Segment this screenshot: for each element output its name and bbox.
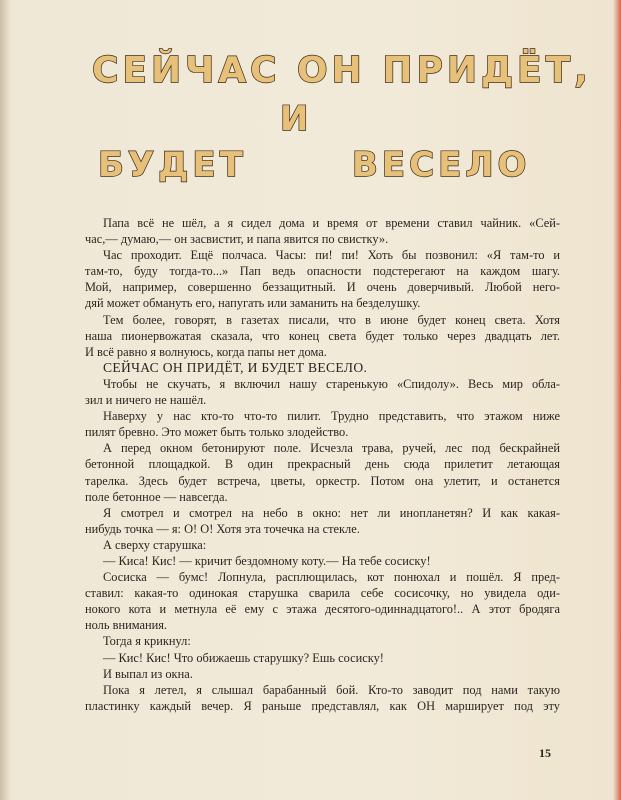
text-line: бетонной площадкой. В один прекрасный день сюда прилетит летающая: [85, 457, 560, 472]
text-line: — Кис! Кис! Что обижаешь старушку? Ешь сосиску!: [103, 650, 384, 665]
text-line: нокого кота и метнула её ему с этажа десятого-одиннадцатого!.. А этот бродяга: [85, 602, 560, 617]
text-line: А сверху старушка:: [103, 537, 207, 552]
text-line: зил и ничего не нашёл.: [85, 393, 207, 408]
text-line: ставил: какая-то одинокая старушка сварила себе сосисочку, но увидела оди-: [85, 586, 560, 601]
text-line: поле бетонное — навсегда.: [85, 489, 228, 504]
text-line: Я смотрел и смотрел на небо в окно: нет ли инопланетян? И как какая-: [103, 505, 560, 520]
text-line: Чтобы не скучать, я включил нашу старенькую «Спидолу». Весь мир обла-: [103, 376, 560, 391]
chapter-title: [0, 38, 621, 198]
text-line: час,— думаю,— он засвистит, и папа явится по свистку».: [85, 232, 389, 247]
page-number: 15: [539, 746, 551, 760]
text-line: Папа всё не шёл, а я сидел дома и время от времени ставил чайник. «Сей-: [103, 216, 560, 230]
text-line: И всё равно я волнуюсь, когда папы нет дома.: [85, 344, 327, 359]
text-line: пластинку каждый вечер. Я раньше представлял, как ОН марширует под эту: [85, 698, 560, 713]
body-text: [85, 215, 560, 714]
title-line-2: И: [280, 99, 313, 139]
text-line: Тогда я крикнул:: [103, 634, 191, 649]
text-line: Мой, например, совершенно беззащитный. И очень доверчивый. Любой него-: [85, 280, 560, 295]
text-line: Тем более, говорят, в газетах писали, что в июне будет конец света. Хотя: [103, 312, 560, 327]
text-line: Наверху у нас кто-то что-то пилит. Трудно представить, что этажом ниже: [103, 409, 560, 424]
title-line-1: СЕЙЧАС ОН ПРИДЁТ,: [92, 50, 592, 91]
text-line: Час проходит. Ещё полчаса. Часы: пи! пи! Хоть бы позвонил: «Я там-то и: [103, 248, 560, 263]
text-line: — Киса! Кис! — кричит бездомному коту.— На тебе сосиску!: [103, 553, 431, 568]
title-line-3-word-2: ВЕСЕЛО: [352, 145, 531, 185]
text-line: И выпал из окна.: [103, 666, 193, 681]
text-line: тарелка. Здесь будет встреча, цветы, оркестр. Потом она улетит, и останется: [85, 473, 560, 488]
title-line-3-word-1: БУДЕТ: [98, 145, 247, 185]
text-line: наша пионервожатая сказала, что конец света будет только через двадцать лет.: [85, 328, 560, 343]
text-line: Сосиска — бумс! Лопнула, расплющилась, кот понюхал и пошёл. Я пред-: [103, 570, 560, 585]
text-line: ноль внимания.: [85, 618, 168, 633]
text-line: нибудь точка — я: О! О! Хотя эта точечка на стекле.: [85, 521, 360, 536]
text-line: пилят бревно. Это может быть только злодейство.: [85, 425, 349, 440]
chapter-title-lettering: [0, 38, 621, 198]
text-line-emphasis: СЕЙЧАС ОН ПРИДЁТ, И БУДЕТ ВЕСЕЛО.: [103, 359, 368, 375]
text-line: дяй может обмануть его, напугать или заманить на безделушку.: [85, 296, 421, 311]
text-line: А перед окном бетонируют поле. Исчезла трава, ручей, лес под бескрайней: [103, 441, 560, 456]
text-line: там-то, буду тогда-то...» Пап ведь опасности подстерегают на каждом шагу.: [85, 264, 560, 279]
text-line: Пока я летел, я слышал барабанный бой. Кто-то заводит под нами такую: [103, 682, 560, 697]
